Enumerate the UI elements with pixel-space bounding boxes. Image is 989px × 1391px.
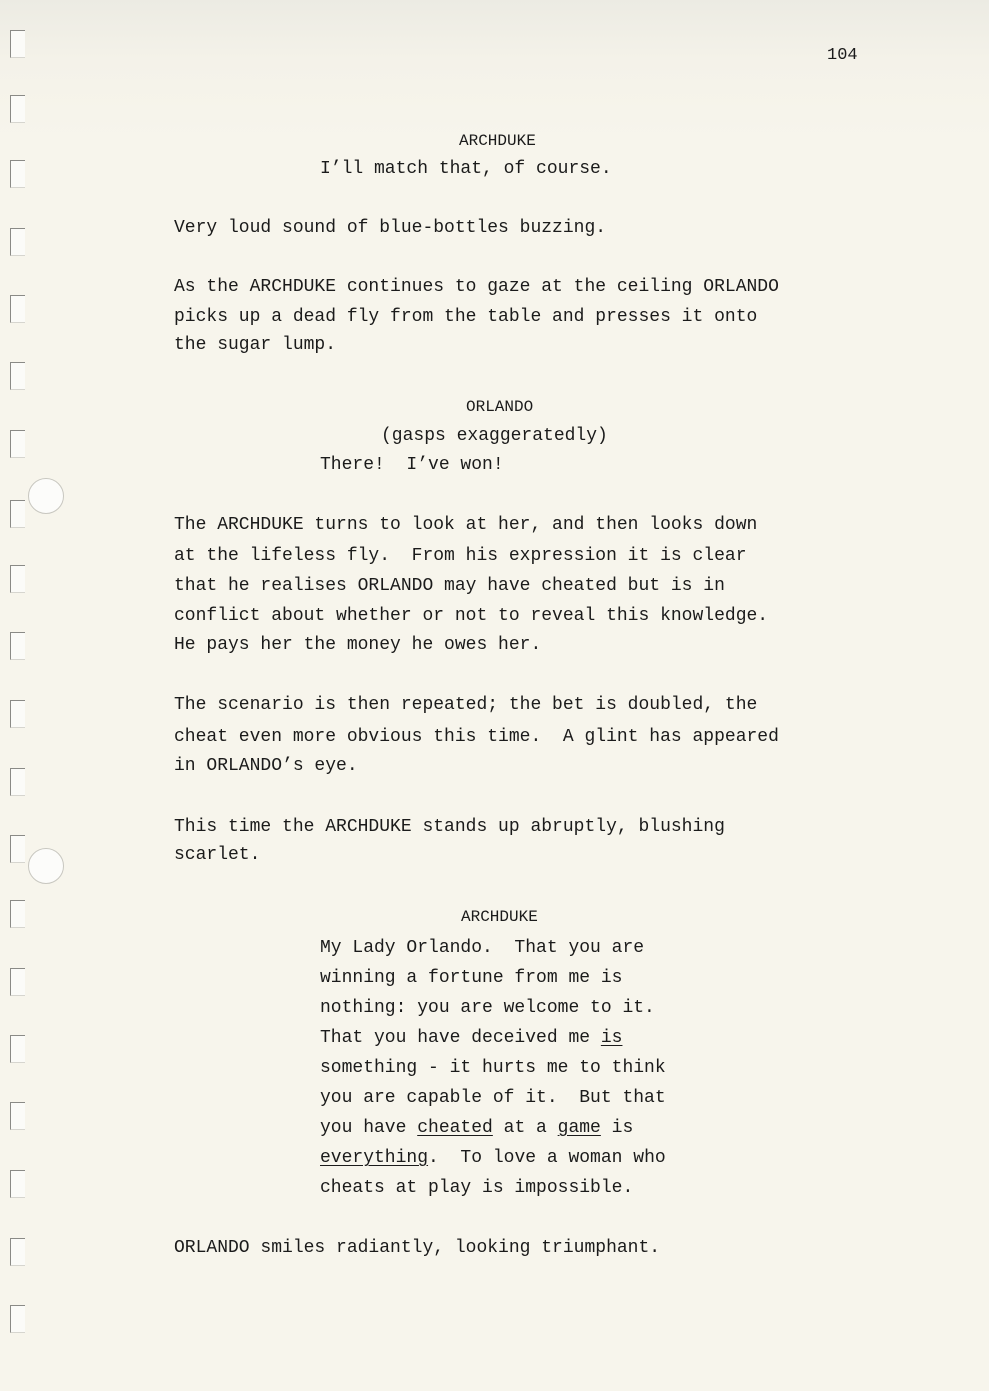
binding-hole xyxy=(10,500,25,528)
action-line: at the lifeless fly. From his expression it is clear xyxy=(174,546,747,566)
action-line: that he realises ORLANDO may have cheated but is in xyxy=(174,576,725,596)
character-name: ARCHDUKE xyxy=(461,908,538,926)
dialogue-line: I’ll match that, of course. xyxy=(320,159,612,179)
action-line: in ORLANDO’s eye. xyxy=(174,756,358,776)
underlined-word: cheated xyxy=(417,1118,493,1138)
binding-hole xyxy=(10,835,25,863)
binding-hole xyxy=(10,1305,25,1333)
dialogue-line: winning a fortune from me is xyxy=(320,968,623,988)
action-line: The scenario is then repeated; the bet is doubled, the xyxy=(174,695,758,715)
dialogue-line xyxy=(320,1147,666,1169)
dialogue-line: My Lady Orlando. That you are xyxy=(320,938,645,958)
underlined-word: is xyxy=(600,1028,623,1048)
dialogue-line: cheats at play is impossible. xyxy=(320,1178,634,1198)
action-line: the sugar lump. xyxy=(174,335,337,355)
binding-hole xyxy=(10,362,25,390)
dialogue-line: nothing: you are welcome to it. xyxy=(320,998,655,1018)
dialogue-line xyxy=(320,1027,622,1049)
dialogue-line: you are capable of it. But that xyxy=(320,1088,666,1108)
binding-hole xyxy=(10,1238,25,1266)
dialogue-text: That you have deceived me xyxy=(320,1028,601,1048)
punch-notch xyxy=(28,478,64,514)
underlined-word: everything xyxy=(320,1148,429,1168)
binding-holes xyxy=(10,0,40,1391)
action-line: picks up a dead fly from the table and presses it onto xyxy=(174,307,758,327)
binding-hole xyxy=(10,565,25,593)
dialogue-text: at a xyxy=(492,1118,558,1138)
parenthetical: (gasps exaggeratedly) xyxy=(381,426,608,446)
action-line: As the ARCHDUKE continues to gaze at the ceiling ORLANDO xyxy=(174,277,779,297)
binding-hole xyxy=(10,30,25,58)
action-line: conflict about whether or not to reveal this knowledge. xyxy=(174,606,769,626)
punch-notch xyxy=(28,848,64,884)
binding-hole xyxy=(10,1102,25,1130)
binding-hole xyxy=(10,295,25,323)
character-name: ARCHDUKE xyxy=(459,132,536,150)
binding-hole xyxy=(10,768,25,796)
dialogue-line xyxy=(320,1117,633,1139)
action-line: cheat even more obvious this time. A glint has appeared xyxy=(174,727,779,747)
dialogue-line: There! I’ve won! xyxy=(320,455,504,475)
action-line: ORLANDO smiles radiantly, looking triumphant. xyxy=(174,1238,661,1258)
character-name: ORLANDO xyxy=(466,398,534,416)
binding-hole xyxy=(10,160,25,188)
dialogue-text: is xyxy=(600,1118,634,1138)
binding-hole xyxy=(10,95,25,123)
binding-hole xyxy=(10,1035,25,1063)
binding-hole xyxy=(10,900,25,928)
action-line: This time the ARCHDUKE stands up abruptly, blushing xyxy=(174,817,725,837)
action-line: The ARCHDUKE turns to look at her, and then looks down xyxy=(174,515,758,535)
action-line: scarlet. xyxy=(174,845,261,865)
underlined-word: game xyxy=(557,1118,601,1138)
binding-hole xyxy=(10,700,25,728)
action-line: Very loud sound of blue-bottles buzzing. xyxy=(174,218,607,238)
binding-hole xyxy=(10,968,25,996)
dialogue-text: you have xyxy=(320,1118,418,1138)
action-line: He pays her the money he owes her. xyxy=(174,635,542,655)
binding-hole xyxy=(10,1170,25,1198)
page-number: 104 xyxy=(827,46,858,65)
dialogue-line: something - it hurts me to think xyxy=(320,1058,666,1078)
dialogue-text: . To love a woman who xyxy=(428,1148,666,1168)
binding-hole xyxy=(10,430,25,458)
binding-hole xyxy=(10,632,25,660)
binding-hole xyxy=(10,228,25,256)
